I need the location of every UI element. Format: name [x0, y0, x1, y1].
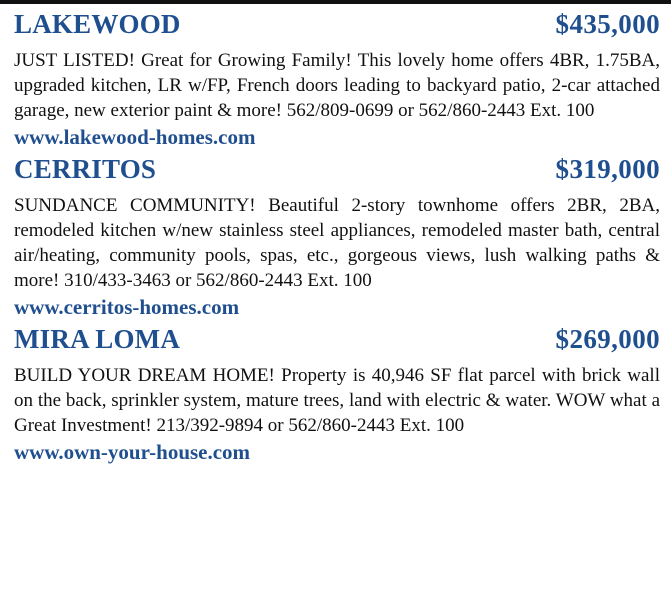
listing-url-link[interactable]: www.lakewood-homes.com [14, 125, 256, 149]
listing-description: BUILD YOUR DREAM HOME! Property is 40,946 SF flat parcel with brick wall on the back, sprinkler system, mature trees, land with electric & water. WOW what a Great Investment! 213/392-9894 or 562/860-2443 Ext. 100 [14, 365, 660, 436]
listing-city: MIRA LOMA [14, 324, 181, 354]
listing-description: SUNDANCE COMMUNITY! Beautiful 2-story townhome offers 2BR, 2BA, remodeled kitchen w/new stainless steel appliances, remodeled master bath, central air/heating, community pools, spas, etc., gorgeous views, lush walking paths & more! 310/433-3463 or 562/860-2443 Ext. 100 [14, 195, 660, 291]
listing-price: $269,000 [555, 324, 660, 354]
listing-city: LAKEWOOD [14, 9, 181, 39]
listings [14, 6, 660, 466]
top-rule [0, 0, 671, 4]
listing-price: $319,000 [555, 154, 660, 184]
listing-url-link[interactable]: www.cerritos-homes.com [14, 295, 240, 319]
listing-header [14, 151, 660, 187]
listing-city: CERRITOS [14, 154, 157, 184]
listing-url-link[interactable]: www.own-your-house.com [14, 440, 251, 464]
listing-header [14, 6, 660, 42]
listing-price: $435,000 [555, 9, 660, 39]
listing-cerritos [14, 151, 660, 321]
listing-description: JUST LISTED! Great for Growing Family! This lovely home offers 4BR, 1.75BA, upgraded kitchen, LR w/FP, French doors leading to backyard patio, 2-car attached garage, new exterior paint & more! 562/809-0699 or 562/860-2443 Ext. 100 [14, 50, 660, 121]
listing-header [14, 321, 660, 357]
listing-lakewood [14, 6, 660, 151]
listing-mira-loma [14, 321, 660, 466]
